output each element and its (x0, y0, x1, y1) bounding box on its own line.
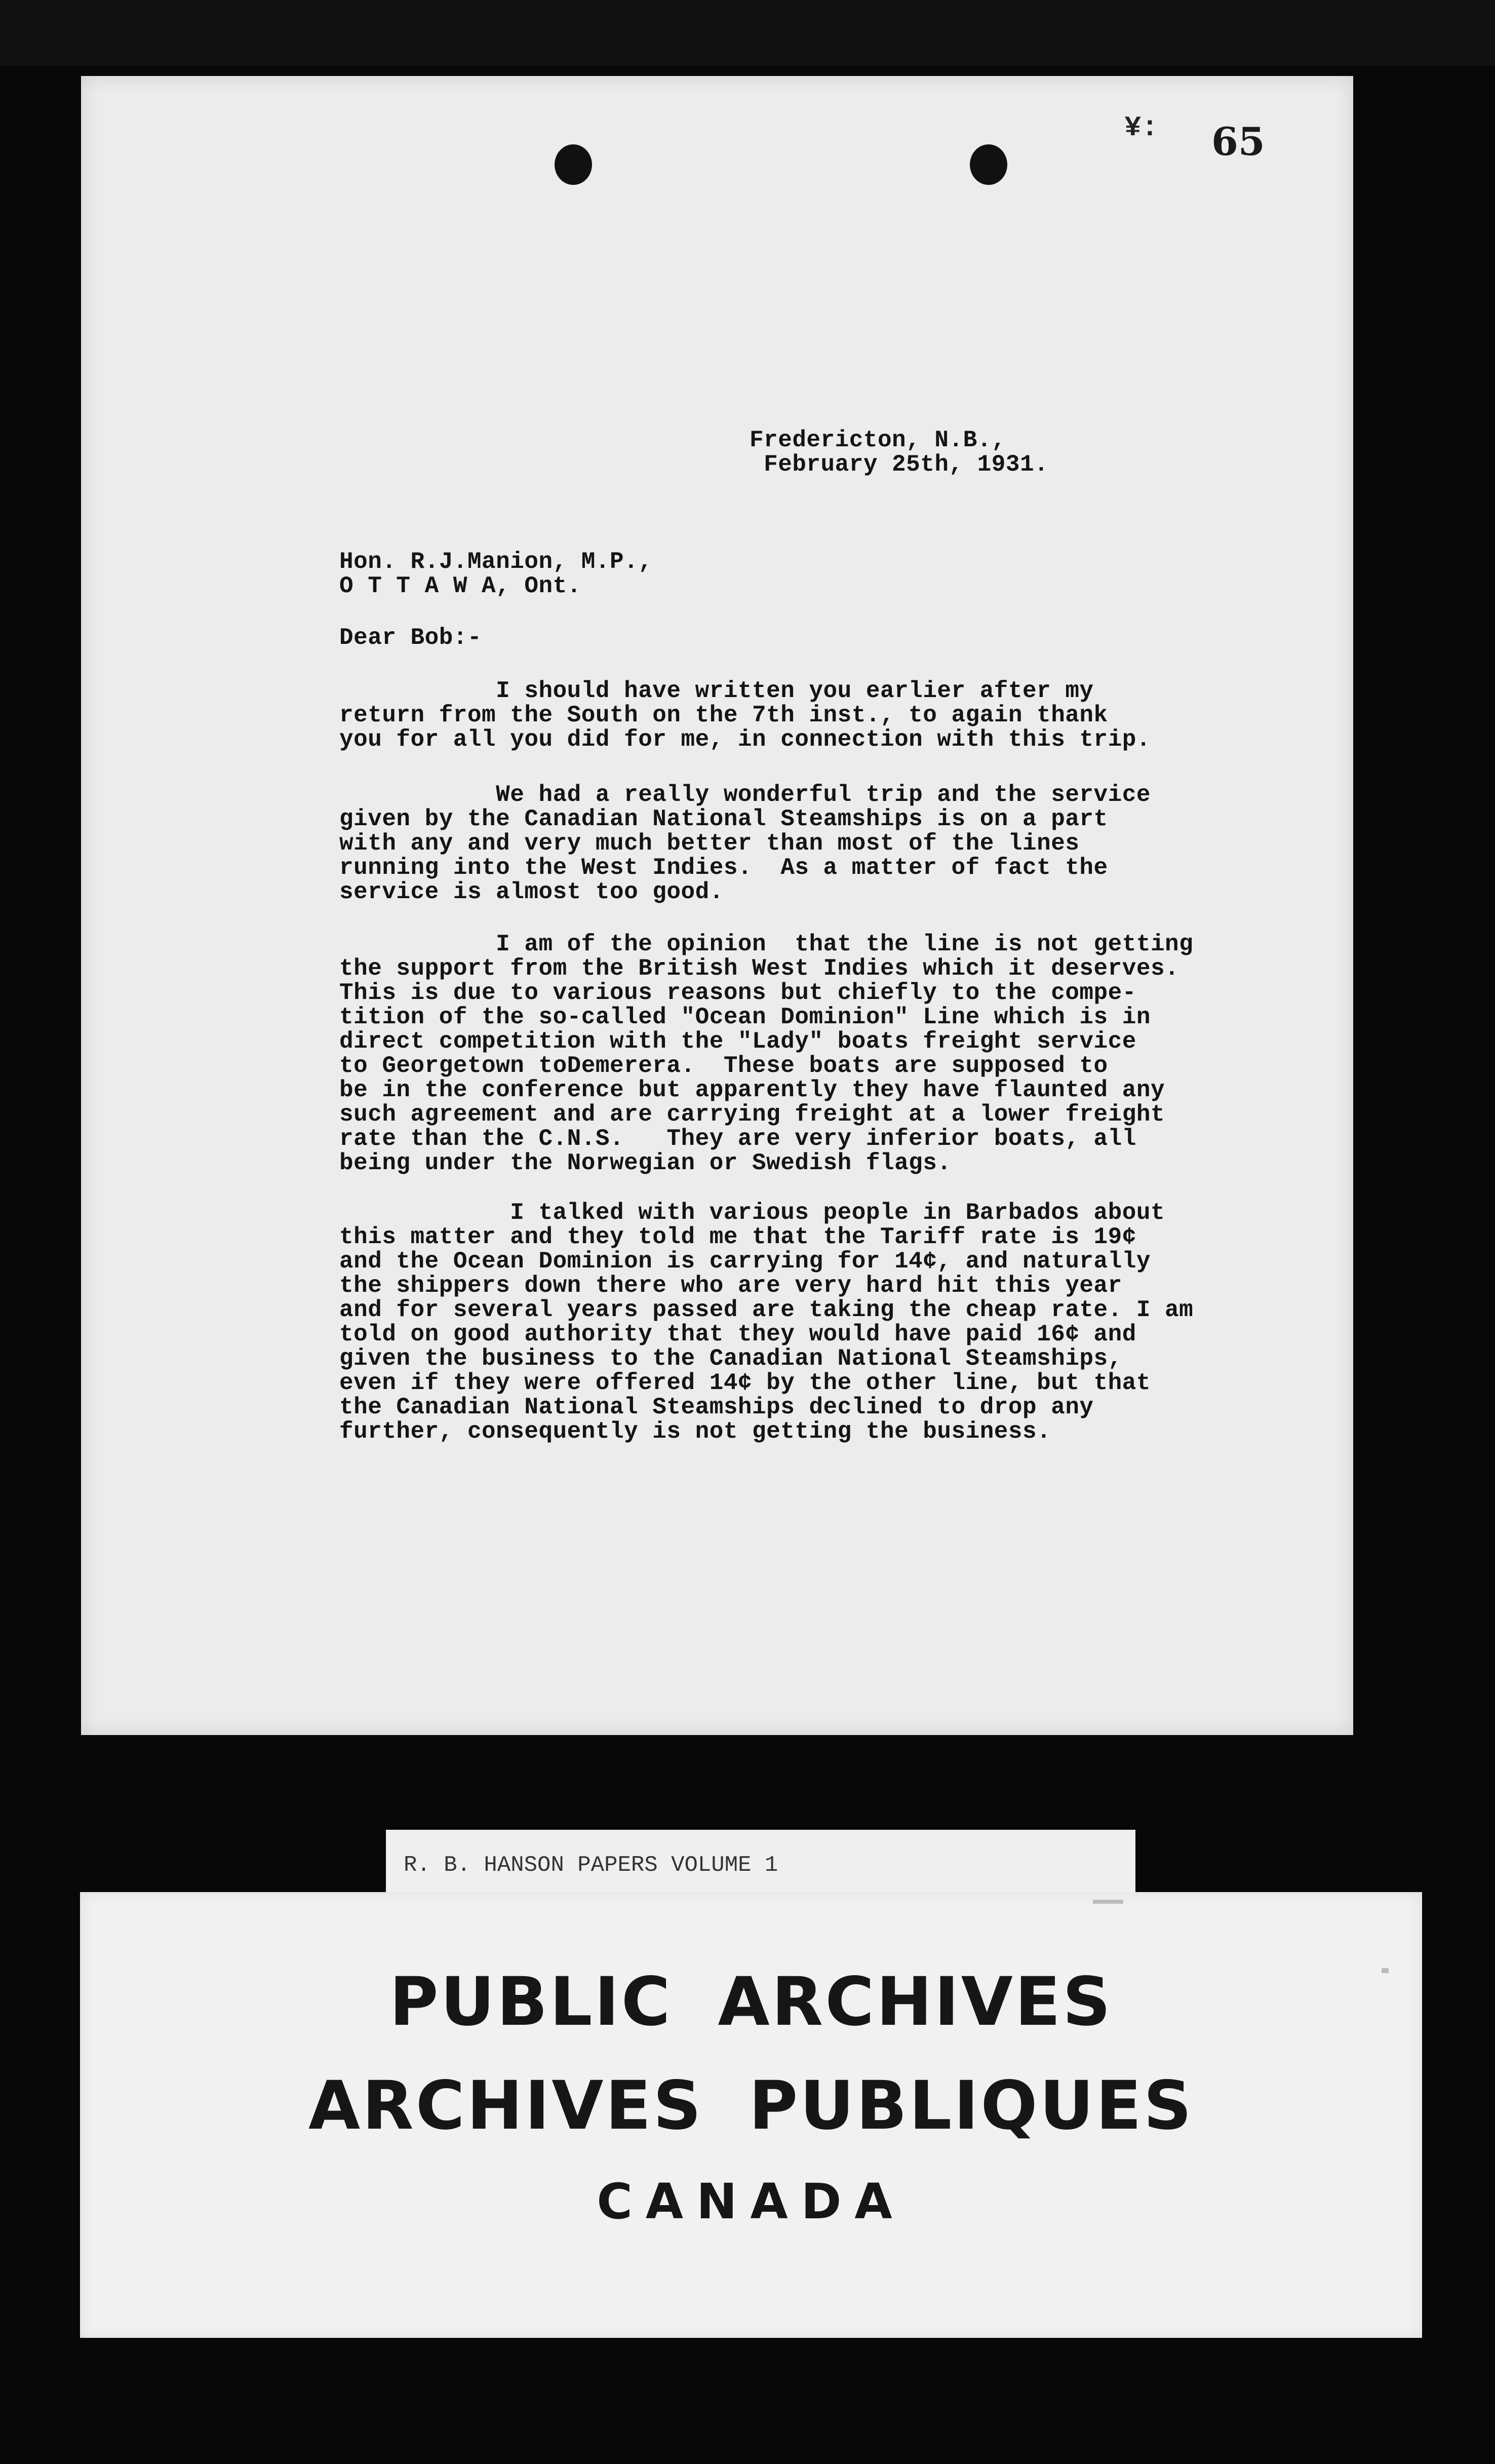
folio-mark: ¥: (1124, 111, 1159, 144)
letter-place: Fredericton, N.B., (750, 427, 1006, 453)
card-speck (1093, 1900, 1123, 1904)
recipient-line-2: O T T A W A, Ont. (339, 573, 581, 599)
archives-country: CANADA (597, 2173, 906, 2230)
recipient-line-1: Hon. R.J.Manion, M.P., (339, 549, 653, 575)
punch-hole-right (970, 144, 1007, 185)
archives-card (80, 1892, 1422, 2338)
collection-label-text: R. B. HANSON PAPERS VOLUME 1 (404, 1853, 778, 1878)
folio-number: 65 (1211, 119, 1265, 164)
letter-paragraph-2: We had a really wonderful trip and the service given by the Canadian National Steamships is on a part with any and very much better than most of the lines running into the West Indies. As a matter of fact the service is almost too good. (339, 782, 1151, 905)
salutation: Dear Bob:- (339, 625, 482, 651)
recipient-block (339, 550, 652, 598)
letter-paragraph-3: I am of the opinion that the line is not getting the support from the British West Indies which it deserves. This is due to various reasons but chiefly to the compe- tition of the so-called "Ocean Dominion" Line which is in direct competition with the "Lady" boats freight service to Georgetown toDemerera. These boats are supposed to be in the conference but apparently they have flaunted any such agreement and are carrying freight at a lower freight rate than the C.N.S. They are very inferior boats, all being under the Norwegian or Swedish flags. (339, 931, 1194, 1176)
letter-sheet (81, 76, 1353, 1735)
letter-paragraph-1: I should have written you earlier after my return from the South on the 7th inst., to again thank you for all you did for me, in connection with this trip. (339, 678, 1151, 753)
collection-label (386, 1830, 1135, 1893)
letter-paragraph-4: I talked with various people in Barbados about this matter and they told me that the Tariff rate is 19¢ and the Ocean Dominion is carrying for 14¢, and naturally the shippers down there who are very hard hit this year and for several years passed are taking the cheap rate. I am told on good authority that they would have paid 16¢ and given the business to the Canadian National Steamships, even if they were offered 14¢ by the other line, but that the Canadian National Steamships declined to drop any further, consequently is not getting the business. (339, 1200, 1194, 1445)
archives-title-english: PUBLIC ARCHIVES (389, 1963, 1113, 2041)
punch-hole-left (555, 144, 592, 185)
letter-date: February 25th, 1931. (764, 451, 1049, 478)
place-date-block (750, 428, 1048, 477)
archives-title-french: ARCHIVES PUBLIQUES (308, 2067, 1194, 2145)
film-edge (0, 0, 1495, 66)
